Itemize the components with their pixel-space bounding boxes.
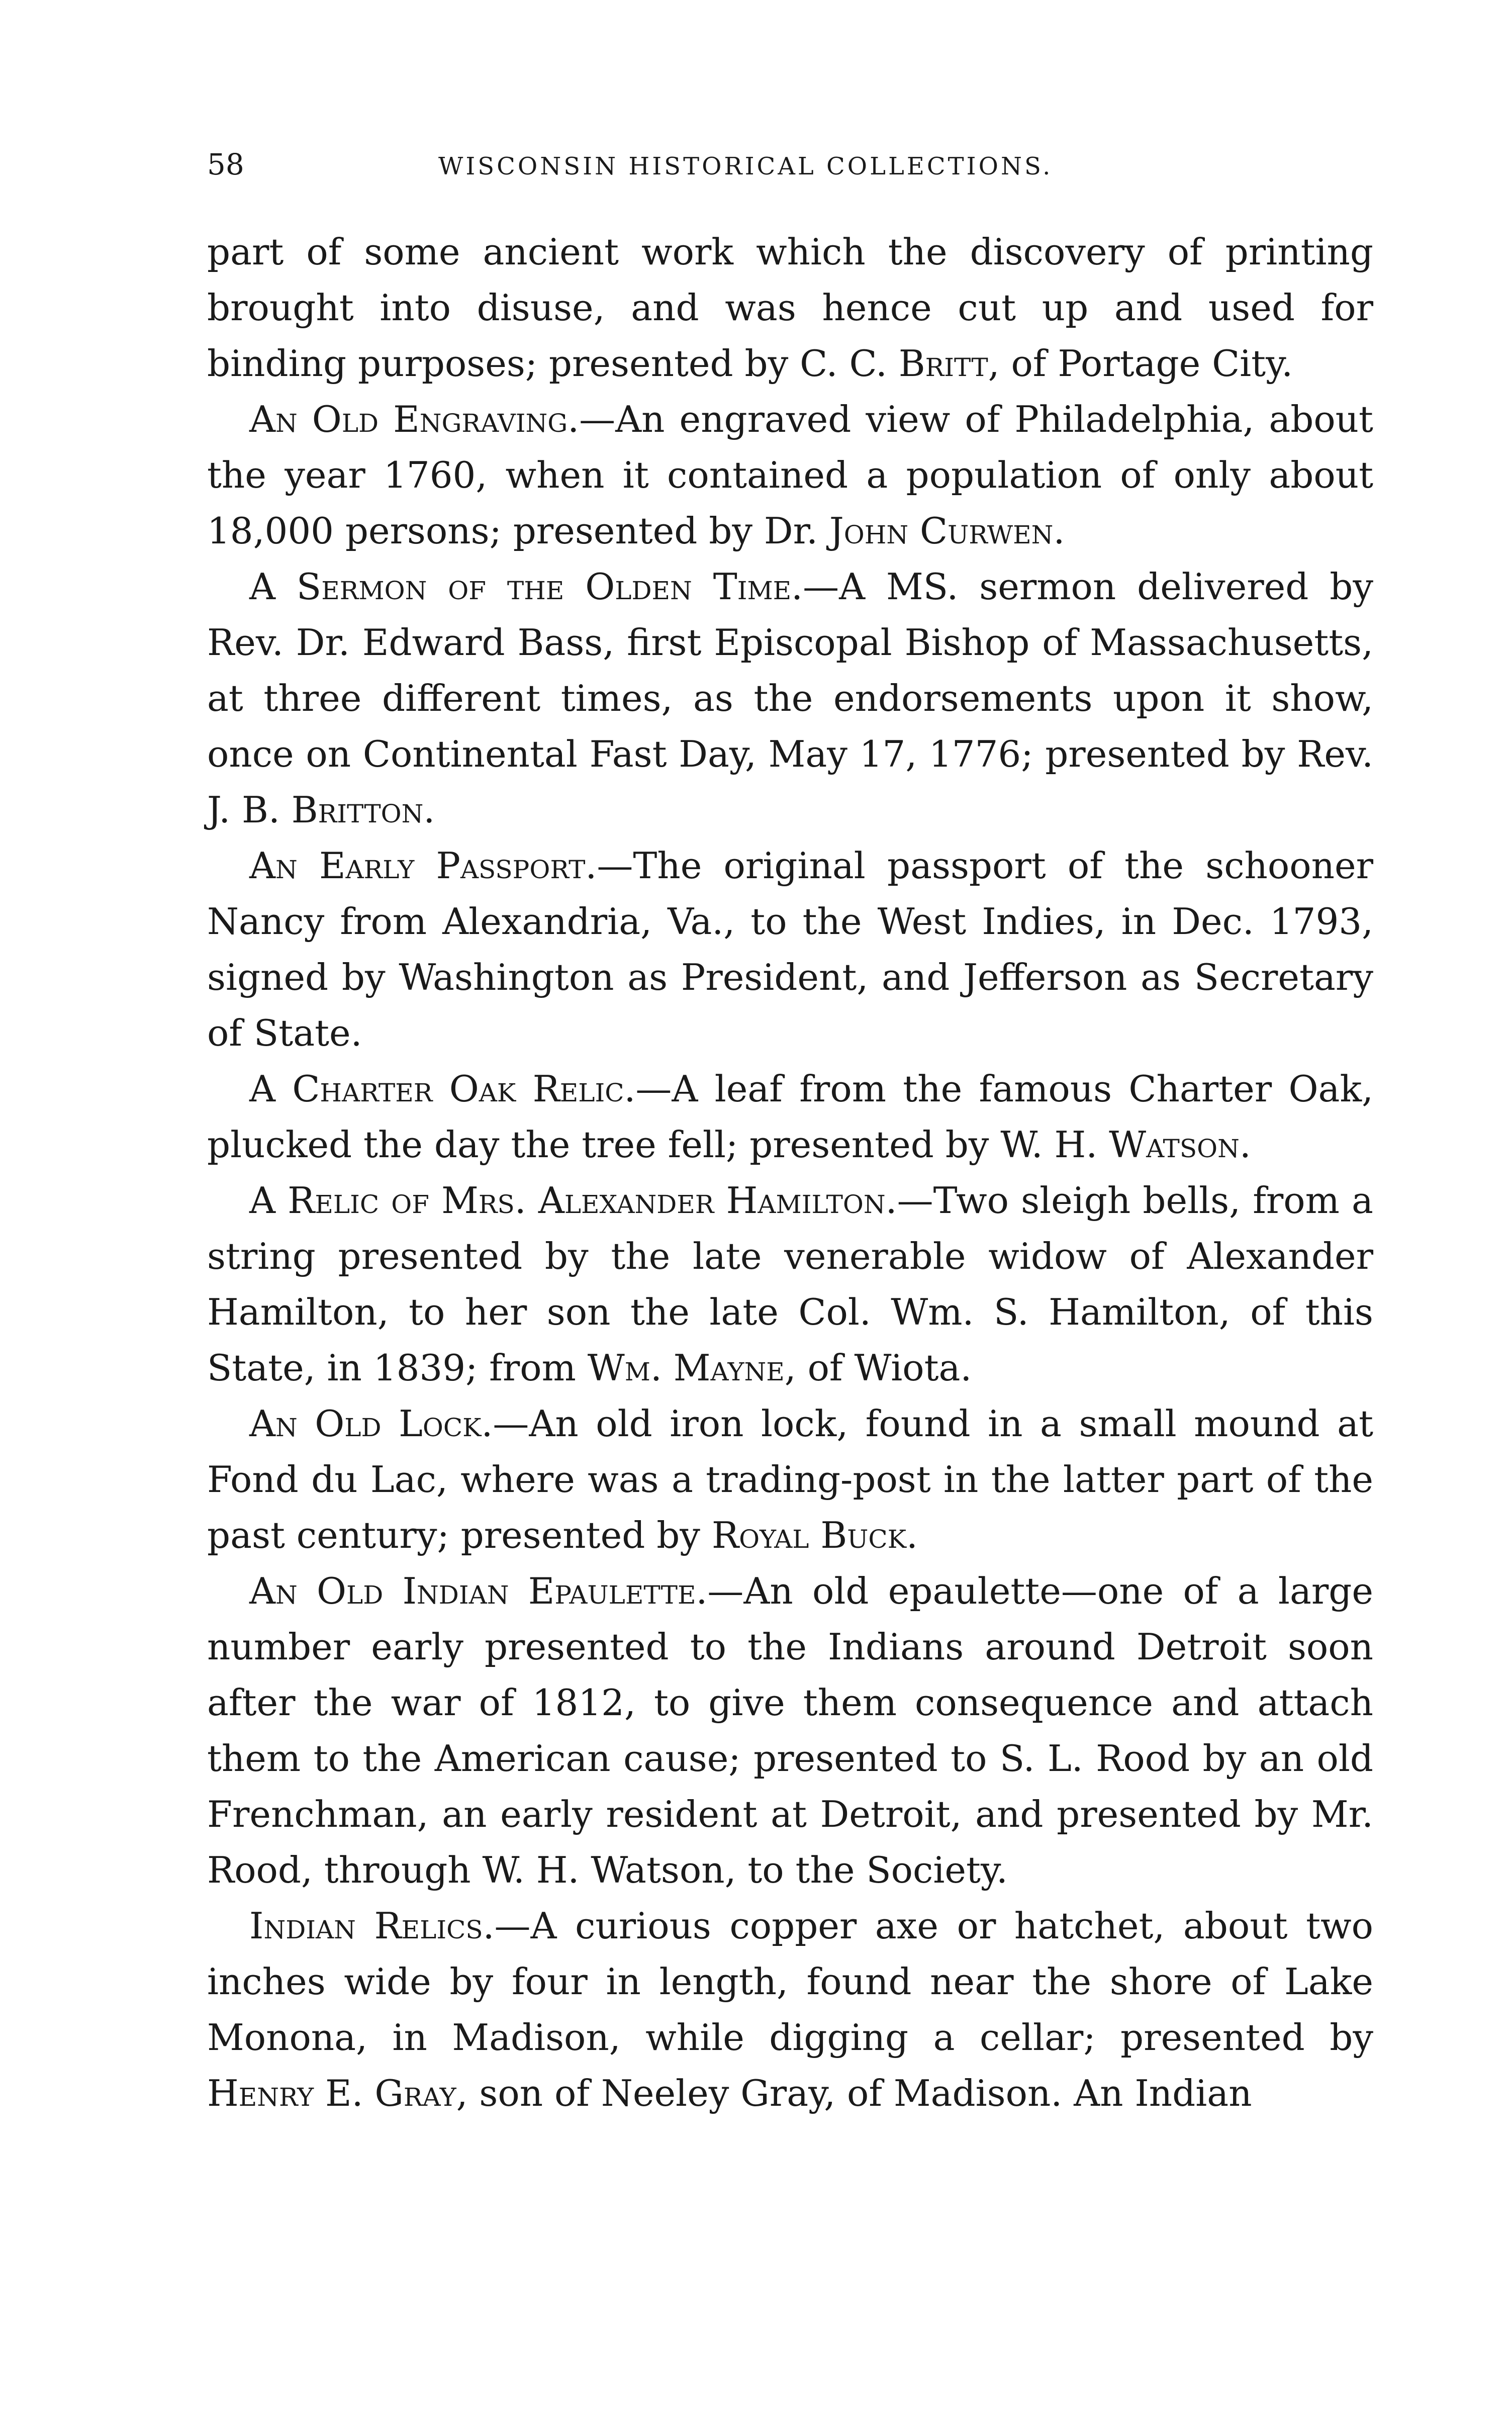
entry-text-end: , son of Neeley Gray, of Madison. An Indian (456, 2072, 1252, 2114)
paragraph-continued (207, 224, 1373, 392)
entry-heading: A Relic of Mrs. Alexander Hamilton. (249, 1179, 897, 1222)
entry-text: —A MS. sermon delivered by Rev. Dr. Edward Bass, first Episcopal Bishop of Massachusetts, at three different times, as the endorsements upon it show, once on Continental Fast Day, May 17, 1776; presented by Rev. J. B. (207, 566, 1373, 831)
page-header (207, 142, 1378, 187)
donor-name: Wm. Mayne (587, 1347, 785, 1389)
entry-text-end: , of Wiota. (784, 1347, 972, 1389)
entry-heading: A Charter Oak Relic. (249, 1068, 636, 1110)
entry-early-passport (207, 838, 1373, 1061)
donor-name: Royal Buck (711, 1514, 907, 1556)
entry-hamilton-relic (207, 1173, 1373, 1396)
entry-text: part of some ancient work which the discovery of printing brought into disuse, and was hence cut up and used for binding purposes; presented by (207, 231, 1373, 385)
entry-heading: A Sermon of the Olden Time. (249, 566, 803, 608)
entry-heading: An Old Engraving. (249, 398, 580, 440)
entry-heading: Indian Relics. (249, 1905, 495, 1947)
entry-text-end: . (1053, 510, 1065, 552)
running-head: WISCONSIN HISTORICAL COLLECTIONS. (438, 152, 1053, 180)
entry-sermon (207, 559, 1373, 838)
donor-name: John Curwen (829, 510, 1054, 552)
entry-heading: An Old Indian Epaulette. (249, 1570, 708, 1612)
entry-text: —An old epaulette—one of a large number early presented to the Indians around Detroit soon after the war of 1812, to give them consequence and attach them to the American cause; presented to S. L. Rood by an old Frenchman, an early resident at Detroit, and presented by Mr. Rood, through W. H. Watson, to the Society. (207, 1570, 1373, 1891)
entry-text: —An engraved view of Philadelphia, about the year 1760, when it contained a population of only about 18,000 persons; presented by Dr. (207, 398, 1373, 552)
entry-text-end: . (1239, 1124, 1251, 1166)
entry-text-end: . (906, 1514, 918, 1556)
entry-text: —A leaf from the famous Charter Oak, plucked the day the tree fell; presented by (207, 1068, 1373, 1166)
page-body (207, 224, 1373, 2121)
entry-indian-relics (207, 1898, 1373, 2121)
entry-text: —An old iron lock, found in a small mound at Fond du Lac, where was a trading-post in the latter part of the past century; presented by (207, 1403, 1374, 1556)
entry-old-lock (207, 1396, 1373, 1563)
donor-name: W. H. Watson (1000, 1124, 1240, 1166)
donor-name: C. C. Britt (800, 342, 988, 385)
entry-indian-epaulette (207, 1563, 1373, 1898)
entry-text: —A curious copper axe or hatchet, about two inches wide by four in length, found near the shore of Lake Monona, in Madison, while digging a cellar; presented by (207, 1905, 1373, 2059)
donor-name: Henry E. Gray (207, 2072, 456, 2114)
page-number: 58 (207, 147, 244, 181)
entry-text-end: , of Portage City. (988, 342, 1293, 385)
entry-heading: An Early Passport. (249, 845, 597, 887)
entry-text: —Two sleigh bells, from a string presented by the late venerable widow of Alexander Hamilton, to her son the late Col. Wm. S. Hamilton, of this State, in 1839; from (207, 1179, 1373, 1389)
entry-text-end: . (423, 789, 435, 831)
entry-text: —The original passport of the schooner Nancy from Alexandria, Va., to the West Indies, in Dec. 1793, signed by Washington as President, and Jefferson as Secretary of State. (207, 845, 1373, 1054)
donor-name: Britton (291, 789, 424, 831)
entry-charter-oak (207, 1061, 1373, 1173)
entry-heading: An Old Lock. (249, 1403, 493, 1445)
entry-old-engraving (207, 392, 1373, 559)
